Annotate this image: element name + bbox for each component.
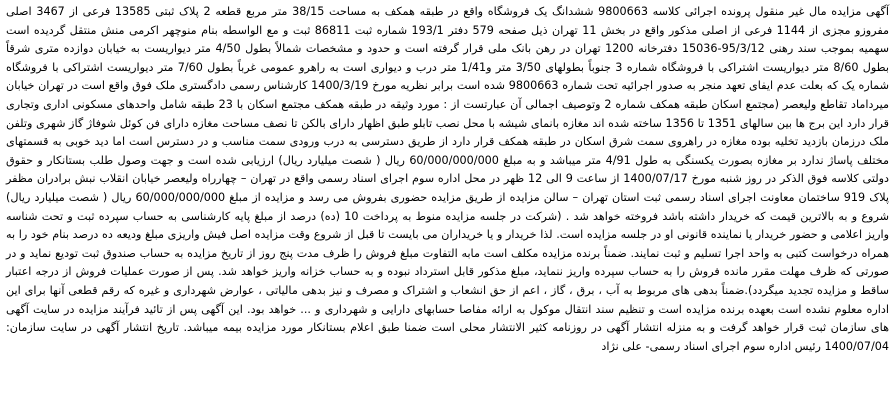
notice-body-text: آگهی مزایده مال غیر منقول پرونده اجرائی کلاسه 9800663 ششدانگ یک فروشگاه واقع در طبقه همکف به مساحت 38/15 متر مربع قطعه 2 پلاک ثبتی 13585 فرعی از 3467 اصلی مفروزو مجزی از 1144 فرعی از اصلی مذکور واقع در بخش 11 تهران ذیل صفحه 579 دفتر 193/1 شماره ثبت 86811 ثبت و مع الواسطه بنام منوچهر اکرمی منش منتقل گردیده است سهمیه بموجب سند رهنی 95/3/12-15036 دفترخانه 1200 تهران در رهن بانک ملی قرار گرفته است و حدود و مشخصات شمالاً بطول 4/50 متر دیواریست به خیابان دوازده متری شرقاً بطول 8/60 متر دیواریست اشتراکی با فروشگاه شماره 3 جنوباً بطولهای 3/50 متر و1/41 متر درب و دیواری است به راهرو عمومی غرباً بطول 7/60 متر دیواریست اشتراکی با فروشگاه شماره یک که بعلت عدم ایفای تعهد منجر به صدور اجرائیه تحت شماره 9800663 شده است برابر نظریه مورخ 1400/3/19 کارشناس رسمی دادگستری ملک فوق واقع است در تهران خیابان میرداماد تقاطع ولیعصر (مجتمع اسکان طبقه همکف شماره 2 وتوصیف اجمالی آن عبارتست از : مورد وثیقه در طبقه همکف مجتمع اسکان با 23 طبقه شامل واحدهای مسکونی اداری وتجاری قرار دارد این برج ها بین سالهای 1351 تا 1356 ساخته شده اند مغازه بانمای شیشه با محل نصب تابلو طبق اظهار دارای بالکن تا نصف مساحت مغازه دارای فن کوئل شوفاژ گاز شهری وتلفن ملک درزمان بازدید تخلیه بوده مغازه در راهروی سمت شرق اسکان در طبقه همکف قرار دارد از طریق دسترسی به درب ورودی سمت مناسب و در دسترس است اما دید خوبی به قسمتهای مختلف پاساژ ندارد بر مغازه بصورت یکسنگی به طول 4/91 متر میباشد و به مبلغ 60/000/000/000 ریال ( شصت میلیارد ریال) ارزیابی شده است و جهت وصول طلب بستانکار و حقوق دولتی کلاسه فوق الذکر در روز شنبه مورخ 1400/07/17 از ساعت 9 الی 12 ظهر در محل اداره سوم اجرای اسناد رسمی واقع در تهران – چهارراه ولیعصر خیابان انقلاب نبش برادران مظفر پلاک 919 ساختمان معاونت اجرای اسناد رسمی ثبت استان تهران – سالن مزایده از طریق مزایده حضوری بفروش می رسد و مزایده از مبلغ 60/000/000/000 ریال ( شصت میلیارد ریال) شروع و به بالاترین قیمت که خریدار داشته باشد فروخته خواهد شد . (شرکت در جلسه مزایده منوط به پرداخت 10 (ده) درصد از مبلغ پایه کارشناسی به حساب سپرده ثبت و تحت شناسه واریز اعلامی و حضور خریدار یا نماینده قانونی او در جلسه مزایده است. لذا خریدار و یا خریداران می بایست تا قبل از شروع وقت مزایده اصل فیش واریزی مبلغ ودیعه ده درصد بنام خود را به همراه درخواست کتبی به واحد اجرا تسلیم و ثبت نمایند. ضمناً برنده مزایده مکلف است مابه التفاوت مبلغ فروش را ظرف مدت پنج روز از تاریخ مزایده به حساب صندوق ثبت تودیع نماید و در صورتی که ظرف مهلت مقرر مانده فروش را به حساب سپرده واریز ننماید، مبلغ مذکور قابل استرداد نبوده و به حساب خزانه واریز خواهد شد. پس از صورت عملیات فروش از درجه اعتبار ساقط و مزایده تجدید میگردد).ضمناً بدهی های مربوط به آب ، برق ، گاز ، اعم از حق انشعاب و اشتراک و مصرف و نیز بدهی مالیاتی ، عوارض شهرداری و غیره که رقم قطعی آنها برای این اداره معلوم نشده است بعهده برنده مزایده است و تنظیم سند انتقال موکول به ارائه مفاصا حسابهای دارایی و شهرداری و ... خواهد بود. این آگهی پس از تائید فرآیند مزایده در سایت آگهی های سازمان ثبت قرار خواهد گرفت و به منزله انتشار آگهی در روزنامه کثیر الانتشار محلی است ضمنا طبق اعلام بستانکار مورد مزایده بیمه میباشد. تاریخ انتشار آگهی در سایت سازمان: 1400/07/04 رئیس اداره سوم اجرای اسناد رسمی- علی نژاد <box>6 5 890 353</box>
